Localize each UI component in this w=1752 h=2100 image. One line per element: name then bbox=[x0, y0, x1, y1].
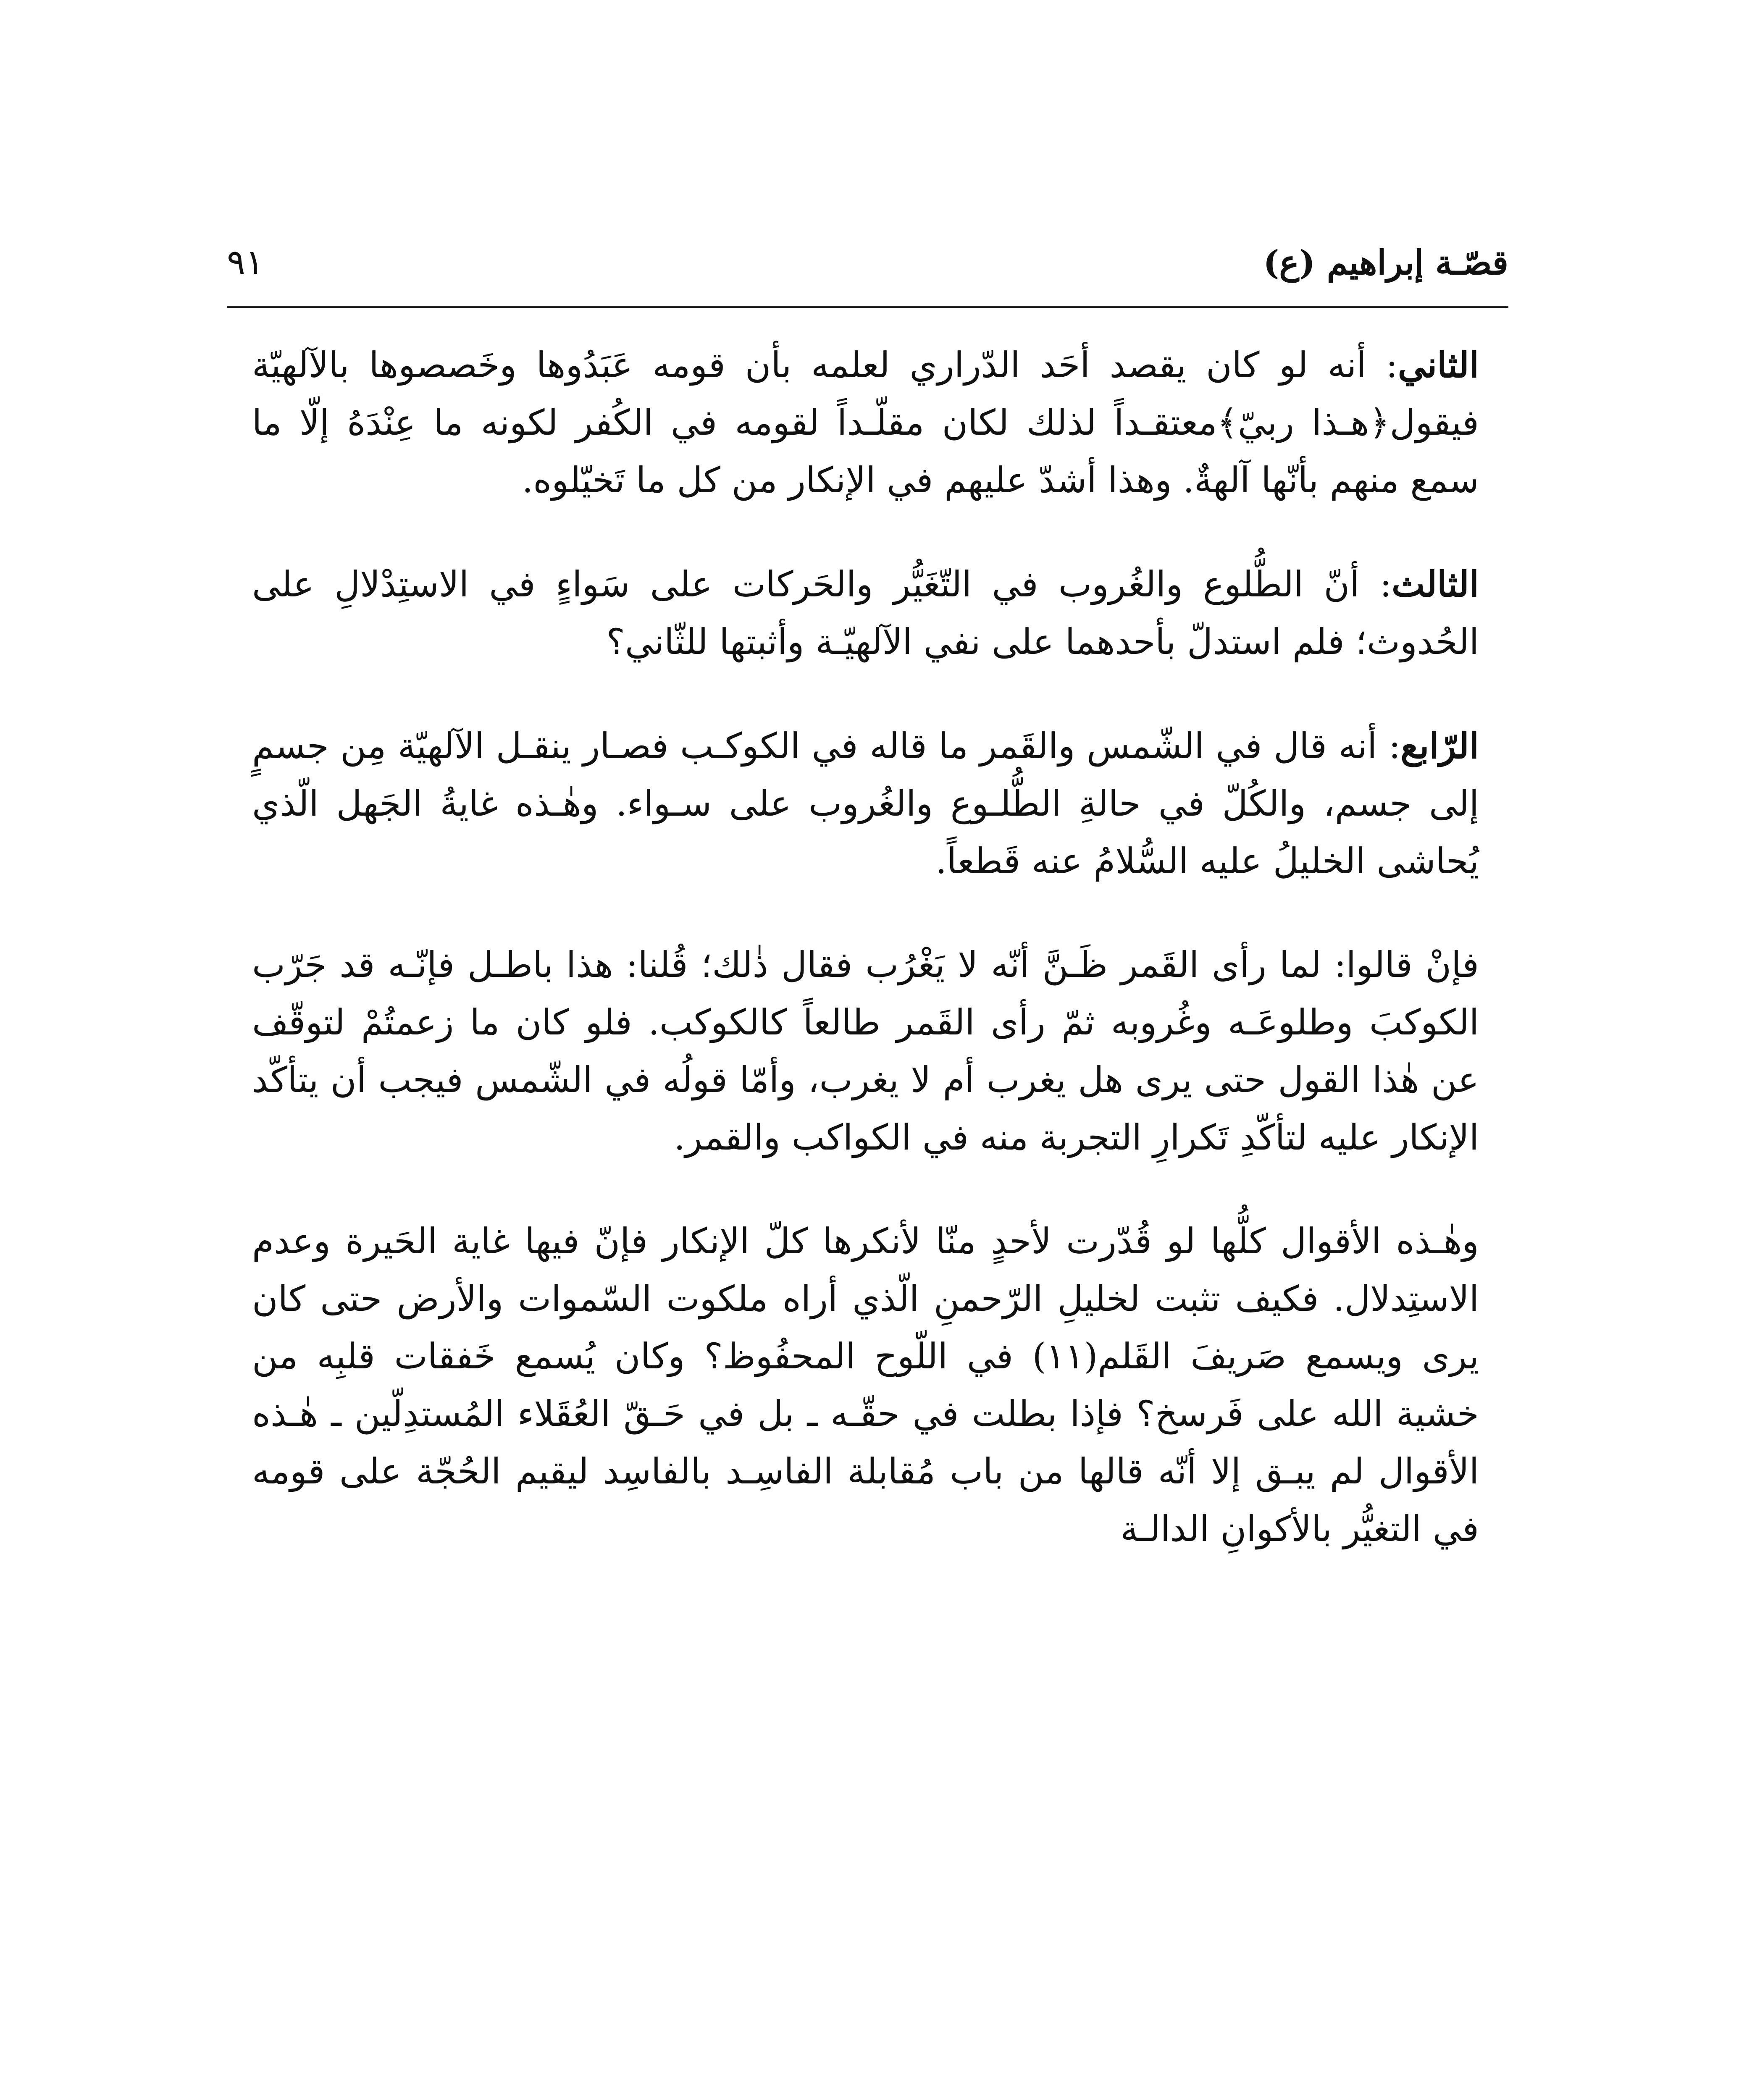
body-text bbox=[252, 336, 1496, 1604]
paragraph-text: : أنه لو كان يقصد أحَد الدّراري لعلمه بأن قومه عَبَدُوها وخَصصوها بالآلهيّة فيقول﴿هـذا ربيّ﴾معتقـداً لذلك لكان مقلّـداً لقومه في الكُفر لكونه ما عِنْدَهُ إلّا ما سمع منهم بأنّها آلهةٌ. وهذا أشدّ عليهم في الإنكار من كل ما تَخيّلوه. bbox=[252, 344, 1479, 501]
paragraph-text: وهٰـذه الأقوال كلُّها لو قُدّرت لأحدٍ منّا لأنكرها كلّ الإنكار فإنّ فيها غاية الحَيرة وعدم الاستِدلال. فكيف تثبت لخليلِ الرّحمنِ الّذي أراه ملكوت السّموات والأرض حتى كان يرى ويسمع صَريفَ القَلم(١١) في اللّوح المحفُوظ؟ وكان يُسمع خَفقات قلبِه من خشية الله على فَرسخ؟ فإذا بطلت في حقّـه ـ بل في حَـقّ العُقَلاء المُستدِلّين ـ هٰـذه الأقوال لم يبـق إلا أنّه قالها من باب مُقابلة الفاسِـد بالفاسِد ليقيم الحُجّة على قومه في التغيُّر بالأكوانِ الدالـة bbox=[252, 1221, 1479, 1549]
paragraph-label: الثالث bbox=[1392, 563, 1479, 605]
paragraph-fourth bbox=[252, 717, 1496, 890]
header-divider bbox=[227, 306, 1508, 308]
paragraph-objection bbox=[252, 936, 1496, 1166]
paragraph-label: الثاني bbox=[1397, 344, 1479, 386]
paragraph-conclusion bbox=[252, 1213, 1496, 1558]
paragraph-label: الرّابع bbox=[1400, 725, 1479, 766]
chapter-title: قصّـة إبراهيم (ع) bbox=[1263, 243, 1508, 282]
paragraph-text: فإنْ قالوا: لما رأى القَمر ظَـنَّ أنّه لا يَغْرُب فقال ذٰلك؛ قُلنا: هذا باطـل فإنّـه قد جَرّب الكوكبَ وطلوعَـه وغُروبه ثمّ رأى القَمر طالعاً كالكوكب. فلو كان ما زعمتُمْ لتوقّف عن هٰذا القول حتى يرى هل يغرب أم لا يغرب، وأمّا قولُه في الشّمس فيجب أن يتأكّد الإنكار عليه لتأكّدِ تَكرارِ التجربة منه في الكواكب والقمر. bbox=[252, 944, 1479, 1158]
paragraph-text: : أنّ الطُّلوع والغُروب في التّغَيُّر والحَركات على سَواءٍ في الاستِدْلالِ على الحُدوث؛ فلم استدلّ بأحدهما على نفي الآلهيّـة وأثبتها للثّاني؟ bbox=[252, 564, 1479, 662]
page-number: ٩١ bbox=[227, 242, 264, 282]
running-header bbox=[227, 235, 1508, 290]
paragraph-second bbox=[252, 336, 1496, 509]
paragraph-text: : أنه قال في الشّمس والقَمر ما قاله في الكوكـب فصـار ينقـل الآلهيّة مِن جسمٍ إلى جسم، والكُلّ في حالةِ الطُّلـوع والغُروب على سـواء. وهٰـذه غايةُ الجَهل الّذي يُحاشى الخليلُ عليه السُّلامُ عنه قَطعاً. bbox=[252, 725, 1479, 882]
paragraph-third bbox=[252, 555, 1496, 671]
